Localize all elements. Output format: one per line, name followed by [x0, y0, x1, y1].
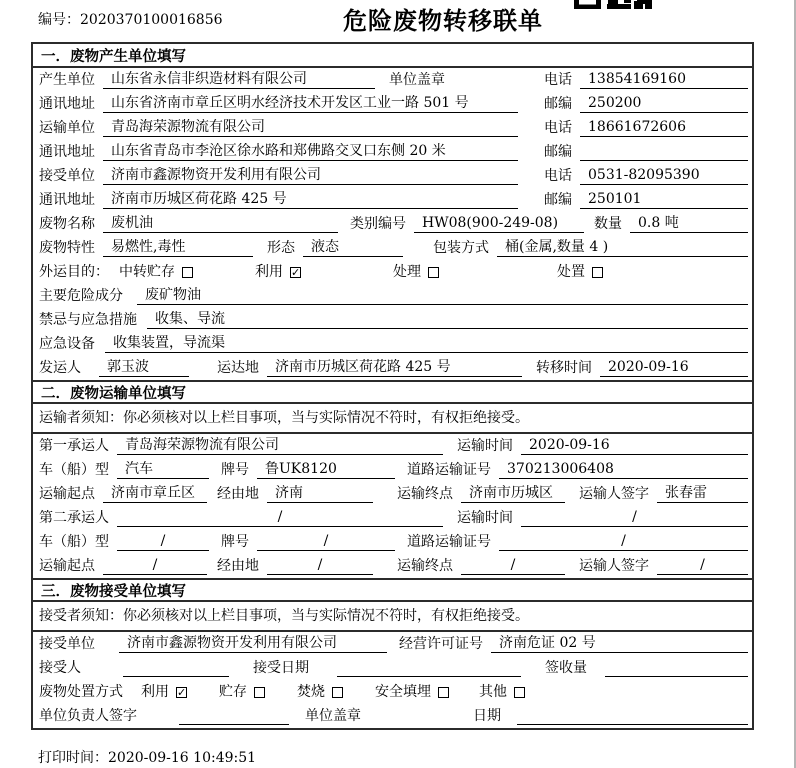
field-value: / — [657, 557, 748, 575]
field-label: 邮编 — [544, 96, 572, 112]
field-value: 13854169160 — [580, 71, 748, 89]
section-title: 二．废物运输单位填写 — [33, 380, 752, 404]
field-label: 数量 — [594, 216, 622, 232]
print-time-label: 打印时间： — [38, 750, 108, 766]
form-row — [33, 188, 752, 212]
field-value — [517, 708, 748, 725]
form-row — [33, 260, 752, 284]
checkbox-label: 贮存 — [219, 684, 247, 700]
field-value — [580, 144, 748, 161]
page-title: 危险废物转移联单 — [343, 7, 543, 35]
field-value: 济南危证 02 号 — [491, 635, 748, 653]
checkbox-label: 利用 — [141, 684, 169, 700]
field-label: 第二承运人 — [39, 510, 109, 526]
field-label: 单位盖章 — [305, 708, 361, 724]
field-label: 牌号 — [221, 462, 249, 478]
checkbox-field — [479, 684, 525, 701]
field-value: 鲁UK8120 — [257, 461, 395, 479]
notice-row — [33, 404, 752, 434]
field-value: 济南市章丘区 — [103, 485, 207, 503]
field-value: 废矿物油 — [137, 287, 748, 305]
checkbox-field — [557, 264, 603, 281]
form-row — [33, 68, 752, 92]
field-value: 0.8 吨 — [630, 215, 748, 233]
field-value: 山东省济南市章丘区明水经济技术开发区工业一路 501 号 — [103, 95, 518, 113]
checkbox-field — [297, 684, 343, 701]
field-value — [337, 660, 521, 677]
form-row — [33, 356, 752, 380]
form-row — [33, 164, 752, 188]
field-value: 液态 — [303, 239, 403, 257]
field-value: 18661672606 — [580, 119, 748, 137]
field-label: 运达地 — [217, 360, 259, 376]
field-value: 济南市历城区荷花路 425 号 — [267, 359, 522, 377]
checkbox-checked-icon: ✓ — [291, 266, 301, 279]
serial-label: 编号： — [38, 12, 80, 28]
field-label: 废物特性 — [39, 240, 95, 256]
checkbox-field — [141, 684, 187, 701]
field-label: 运输人签字 — [579, 486, 649, 502]
field-value: 370213006408 — [499, 461, 748, 479]
form-row — [33, 704, 752, 728]
field-label: 经由地 — [217, 486, 259, 502]
field-label: 邮编 — [544, 192, 572, 208]
form-row — [33, 92, 752, 116]
field-value: / — [267, 557, 373, 575]
checkbox-label: 中转贮存 — [119, 264, 175, 280]
field-label: 类别编号 — [350, 216, 406, 232]
field-label: 应急设备 — [39, 336, 95, 352]
checkbox-label: 利用 — [255, 264, 283, 280]
field-label: 接受日期 — [253, 660, 309, 676]
field-label: 包装方式 — [433, 240, 489, 256]
form-row — [33, 116, 752, 140]
field-label: 通讯地址 — [39, 144, 95, 160]
field-label: 废物名称 — [39, 216, 95, 232]
checkbox-unchecked-icon — [428, 267, 439, 278]
field-value: 250200 — [580, 95, 748, 113]
field-label: 形态 — [267, 240, 295, 256]
print-time — [38, 747, 256, 767]
field-value: 济南 — [267, 485, 373, 503]
field-label: 接受人 — [39, 660, 81, 676]
field-label: 运输起点 — [39, 486, 95, 502]
checkbox-field — [393, 264, 439, 281]
field-value: 桶(金属,数量 4 ) — [497, 239, 748, 257]
field-label: 签收量 — [545, 660, 587, 676]
form-row — [33, 482, 752, 506]
field-label: 运输时间 — [457, 510, 513, 526]
checkbox-unchecked-icon — [592, 267, 603, 278]
field-value: 济南市鑫源物资开发利用有限公司 — [103, 167, 518, 185]
field-value: 青岛海荣源物流有限公司 — [117, 437, 443, 455]
field-label: 运输人签字 — [579, 558, 649, 574]
field-value: 青岛海荣源物流有限公司 — [103, 119, 518, 137]
field-value: 济南市历城区 — [461, 485, 565, 503]
transfer-form — [31, 42, 754, 730]
checkbox-checked-icon: ✓ — [177, 686, 187, 699]
field-value: 250101 — [580, 191, 748, 209]
form-row — [33, 140, 752, 164]
form-row — [33, 632, 752, 656]
field-label: 牌号 — [221, 534, 249, 550]
field-value: 济南市历城区荷花路 425 号 — [103, 191, 518, 209]
field-label: 运输单位 — [39, 120, 95, 136]
field-value: / — [257, 533, 395, 551]
field-value: 2020-09-16 — [600, 359, 748, 377]
field-value: 废机油 — [103, 215, 338, 233]
checkbox-unchecked-icon — [254, 687, 265, 698]
form-row — [33, 530, 752, 554]
checkbox-unchecked-icon — [332, 687, 343, 698]
field-value — [123, 660, 229, 677]
field-label: 日期 — [473, 708, 501, 724]
field-label: 产生单位 — [39, 72, 95, 88]
form-row — [33, 554, 752, 578]
section-title: 三．废物接受单位填写 — [33, 578, 752, 602]
field-label: 电话 — [544, 120, 572, 136]
field-label: 单位负责人签字 — [39, 708, 137, 724]
form-row — [33, 332, 752, 356]
field-label: 发运人 — [39, 360, 81, 376]
form-row — [33, 506, 752, 530]
field-label: 车（船）型 — [39, 534, 109, 550]
field-label: 经营许可证号 — [399, 636, 483, 652]
field-label: 运输终点 — [397, 558, 453, 574]
checkbox-field — [375, 684, 449, 701]
field-value: / — [117, 509, 443, 527]
field-value: 收集装置，导流渠 — [105, 335, 748, 353]
field-value: 收集、导流 — [147, 311, 748, 329]
field-value — [179, 708, 289, 725]
checkbox-field — [119, 264, 193, 281]
form-row — [33, 284, 752, 308]
form-row — [33, 458, 752, 482]
field-label: 车（船）型 — [39, 462, 109, 478]
form-row — [33, 308, 752, 332]
qr-code-icon — [574, 0, 654, 9]
field-value: 山东省永信非织造材料有限公司 — [103, 71, 375, 89]
field-value: 0531-82095390 — [580, 167, 748, 185]
checkbox-label: 焚烧 — [297, 684, 325, 700]
notice-row — [33, 602, 752, 632]
field-label: 道路运输证号 — [407, 534, 491, 550]
field-label: 通讯地址 — [39, 96, 95, 112]
field-label: 接受单位 — [39, 636, 95, 652]
field-label: 运输时间 — [457, 438, 513, 454]
field-label: 电话 — [544, 168, 572, 184]
field-label: 通讯地址 — [39, 192, 95, 208]
field-label: 道路运输证号 — [407, 462, 491, 478]
field-label: 第一承运人 — [39, 438, 109, 454]
field-value — [605, 660, 748, 677]
field-value: 郭玉波 — [99, 359, 189, 377]
field-value: 济南市鑫源物资开发利用有限公司 — [119, 635, 387, 653]
field-label: 运输起点 — [39, 558, 95, 574]
field-label: 接受单位 — [39, 168, 95, 184]
field-label: 转移时间 — [536, 360, 592, 376]
field-value: 汽车 — [117, 461, 209, 479]
field-value: 易燃性,毒性 — [103, 239, 253, 257]
field-label: 经由地 — [217, 558, 259, 574]
checkbox-unchecked-icon — [438, 687, 449, 698]
form-row — [33, 212, 752, 236]
field-label: 主要危险成分 — [39, 288, 123, 304]
field-value: 张春雷 — [657, 485, 748, 503]
checkbox-label: 处置 — [557, 264, 585, 280]
field-value: / — [103, 557, 207, 575]
checkbox-unchecked-icon — [514, 687, 525, 698]
field-value: 2020-09-16 — [521, 437, 748, 455]
field-value: 山东省青岛市李沧区徐水路和郑佛路交叉口东侧 20 米 — [103, 143, 518, 161]
field-label: 禁忌与应急措施 — [39, 312, 137, 328]
checkbox-label: 其他 — [479, 684, 507, 700]
field-value: / — [521, 509, 748, 527]
field-value: HW08(900-249-08) — [414, 215, 584, 233]
field-label: 邮编 — [544, 144, 572, 160]
form-row — [33, 434, 752, 458]
checkbox-unchecked-icon — [182, 267, 193, 278]
form-row — [33, 656, 752, 680]
field-label: 废物处置方式 — [39, 684, 123, 700]
serial-value: 2020370100016856 — [80, 12, 223, 28]
checkbox-label: 安全填埋 — [375, 684, 431, 700]
field-label: 单位盖章 — [389, 72, 445, 88]
print-time-value: 2020-09-16 10:49:51 — [108, 750, 257, 766]
form-row — [33, 236, 752, 260]
form-row — [33, 680, 752, 704]
checkbox-field — [255, 264, 301, 281]
field-value: / — [117, 533, 209, 551]
checkbox-label: 处理 — [393, 264, 421, 280]
field-label: 运输终点 — [397, 486, 453, 502]
notice-text: 接受者须知：你必须核对以上栏目事项，当与实际情况不符时，有权拒绝接受。 — [39, 607, 529, 624]
field-value: / — [499, 533, 748, 551]
section-title: 一．废物产生单位填写 — [33, 44, 752, 68]
notice-text: 运输者须知：你必须核对以上栏目事项，当与实际情况不符时，有权拒绝接受。 — [39, 409, 529, 426]
field-label: 外运目的： — [39, 264, 109, 280]
checkbox-field — [219, 684, 265, 701]
field-value: / — [461, 557, 565, 575]
field-label: 电话 — [544, 72, 572, 88]
